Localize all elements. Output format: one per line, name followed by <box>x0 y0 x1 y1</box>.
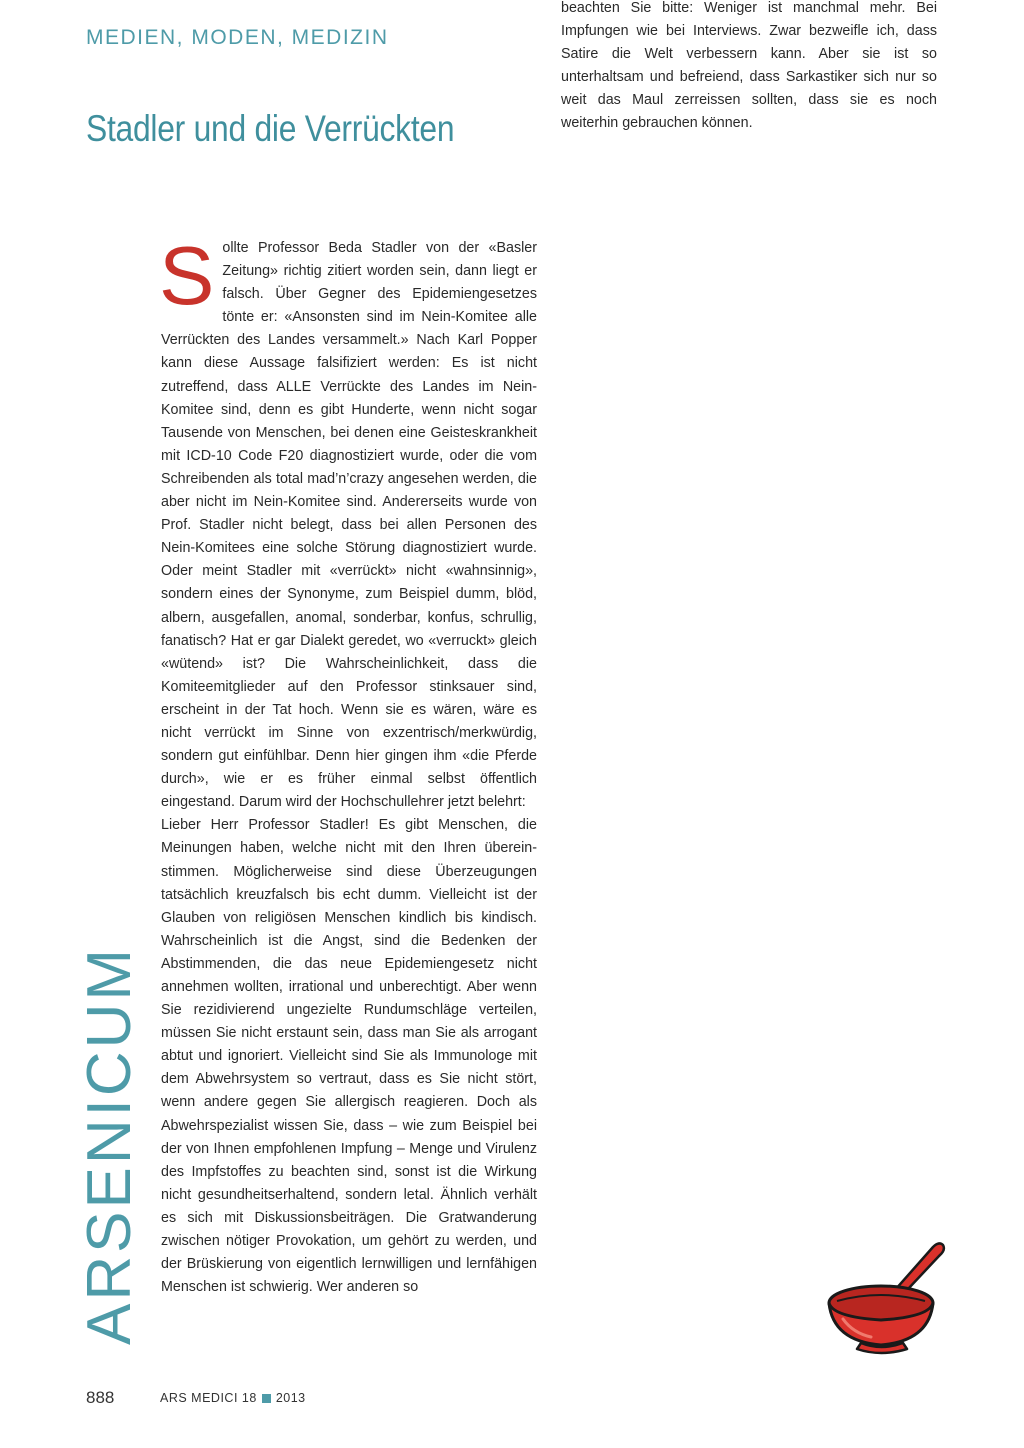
drop-cap: S <box>159 229 215 322</box>
paragraph <box>159 229 537 814</box>
magazine-year: 2013 <box>275 1391 306 1405</box>
column-label-vertical: ARSENICUM <box>75 945 144 1345</box>
magazine-issue: ARS MEDICI 18 <box>160 1391 257 1405</box>
paragraph: Lieber Herr Professor Stadler! Es gibt Menschen, die Meinungen haben, welche nicht mit den Ihren übereinstimmen. Möglicherweise sind diese Überzeugungen tatsächlich kreuzfalsch bis echt dumm. Vielleicht ist der Glauben von religiösen Menschen kindlich bis kindisch. Wahrscheinlich ist die Angst, sind die Bedenken der Abstimmenden, die das neue Epidemiengesetz nicht annehmen wollten, irrational und unberechtigt. Aber wenn Sie rezidivierend ungezielte Rundumschläge verteilen, müssen Sie nicht erstaunt sein, dass man Sie als arrogant abtut und ignoriert. Vielleicht sind Sie als Immunologe mit dem Abwehrsystem so vertraut, dass es Sie nicht stört, wenn andere gegen Sie allergisch reagieren. Doch als Abwehrspezialist wissen Sie, dass – wie zum Beispiel bei der von Ihnen empfohlenen Impfung – Menge und Virulenz des Impfstoffes zu beachten sind, sonst ist die Wirkung nicht gesundheitserhaltend, sondern letal. Ähnlich verhält es sich mit Diskussionsbeiträgen. Die Gratwanderung zwischen nötiger Provokation, um gehört zu werden, und der Brüskierung von eigentlich lernwilligen und lernfähigen Menschen ist schwierig. Wer anderen so <box>161 817 537 1296</box>
article-column-right <box>561 0 937 1355</box>
article-title: Stadler und die Verrückten <box>86 108 455 149</box>
article-column-left <box>159 229 537 1299</box>
paragraph-text: ollte Professor Beda Stadler von der «Basler Zeitung» richtig zitiert worden sein, dann liegt er falsch. Über Gegner des Epidemiengesetzes tönte er: «Ansonsten sind im Nein-Komitee alle Verrückten des Landes versammelt.» Nach Karl Popper kann diese Aussage falsifiziert werden: Es ist nicht zutreffend, dass ALLE Verrückte des Landes im Nein-Komitee sind, denn es gibt Hunderte, wenn nicht sogar Tausende von Menschen, bei denen eine Geisteskrankheit mit ICD-10 Code F20 diagnostiziert wurde, oder die vom Schreibenden als total mad’n’crazy angesehen werden, die aber nicht im Nein-Komitee sind. Andererseits wurde von Prof. Stadler nicht belegt, dass bei allen Personen des Nein-Komitees eine solche Störung diagnostiziert wurde. Oder meint Stadler mit «verrückt» nicht «wahnsinnig», sondern eines der Synonyme, zum Beispiel dumm, blöd, albern, ausgefallen, anomal, sonderbar, konfus, schrullig, fanatisch? Hat er gar Dialekt geredet, wo «verruckt» gleich «wütend» ist? Die Wahrscheinlichkeit, dass die Komiteemitglieder auf den Professor stinksauer sind, erscheint in der Tat hoch. Wenn sie es wären, wäre es nicht verrückt im Sinne von exzentrisch/merkwürdig, sondern gut einfühlbar. Denn hier gingen ihm «die Pferde durch», wie er es früher einmal selbst öffentlich eingestand. Darum wird der Hochschullehrer jetzt belehrt: <box>161 240 537 811</box>
paragraph: beachten Sie bitte: Weniger ist manchmal mehr. Bei Impfungen wie bei Interviews. Zwar bezweifle ich, dass Satire die Welt verbessern kann. Aber sie ist so unterhaltsam und befreiend, dass Sarkastiker sich nur so weit das Maul zerreissen sollten, dass sie es noch weiterhin gebrauchen können. <box>561 0 937 132</box>
magazine-footer <box>160 1391 306 1405</box>
page-number: 888 <box>86 1388 115 1407</box>
section-label: MEDIEN, MODEN, MEDIZIN <box>86 26 389 49</box>
mortar-pestle-icon <box>823 1229 947 1355</box>
square-icon <box>262 1394 271 1403</box>
